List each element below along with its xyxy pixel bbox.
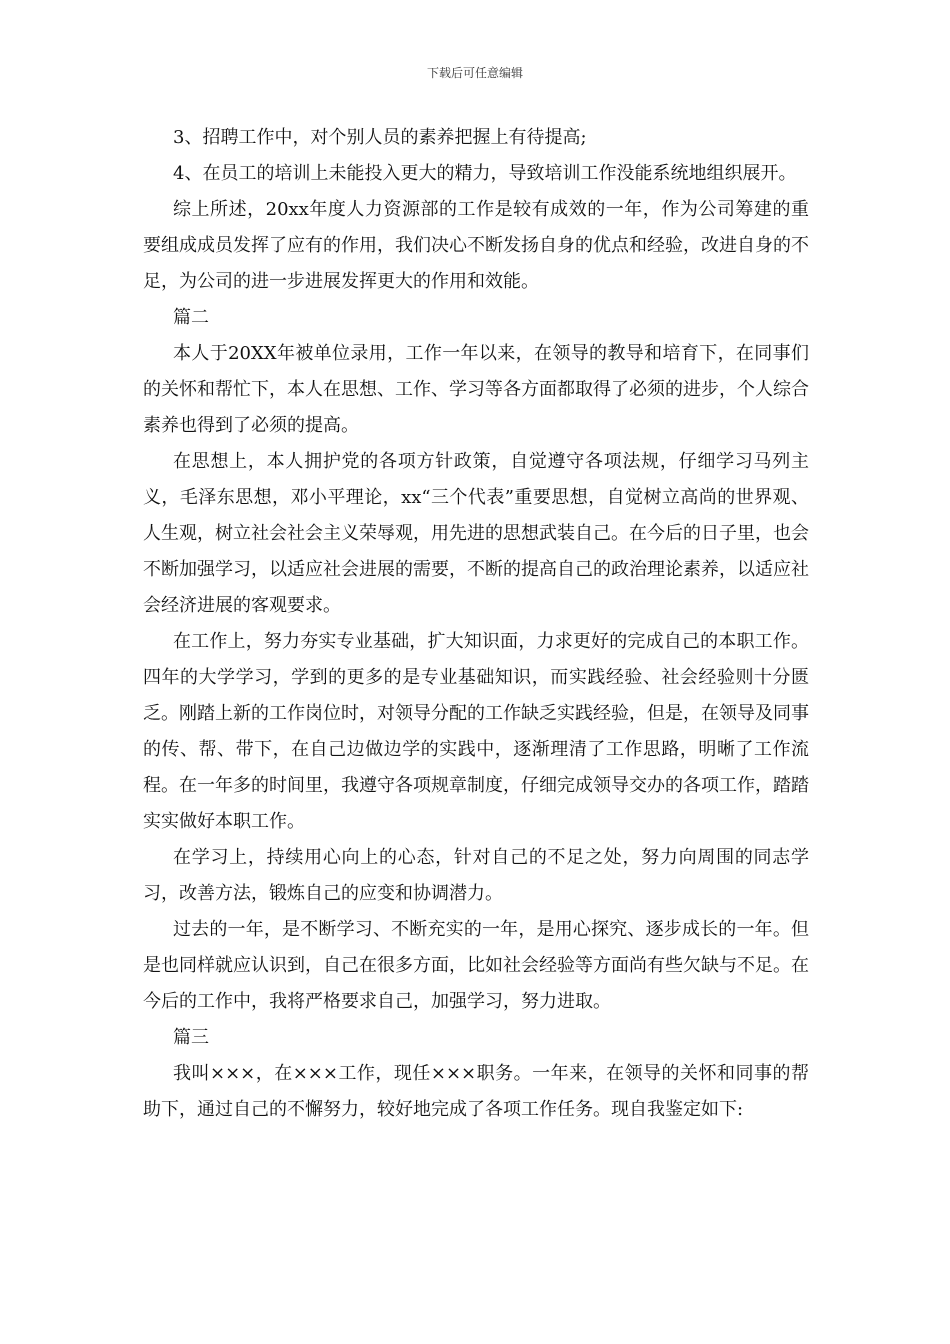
paragraph: 我叫×××，在×××工作，现任×××职务。一年来，在领导的关怀和同事的帮助下，通过自己的不懈努力，较好地完成了各项工作任务。现自我鉴定如下: xyxy=(143,1063,809,1120)
paragraph: 在学习上，持续用心向上的心态，针对自己的不足之处，努力向周围的同志学习，改善方法，锻炼自己的应变和协调潜力。 xyxy=(143,847,809,904)
paragraph: 在工作上，努力夯实专业基础，扩大知识面，力求更好的完成自己的本职工作。四年的大学学习，学到的更多的是专业基础知识，而实践经验、社会经验则十分匮乏。刚踏上新的工作岗位时，对领导分配的工作缺乏实践经验，但是，在领导及同事的传、帮、带下，在自己边做边学的实践中，逐渐理清了工作思路，明晰了工作流程。在一年多的时间里，我遵守各项规章制度，仔细完成领导交办的各项工作，踏踏实实做好本职工作。 xyxy=(143,631,809,832)
document-body xyxy=(143,120,809,1128)
paragraph: 过去的一年，是不断学习、不断充实的一年，是用心探究、逐步成长的一年。但是也同样就应认识到，自己在很多方面，比如社会经验等方面尚有些欠缺与不足。在今后的工作中，我将严格要求自己，加强学习，努力进取。 xyxy=(143,919,809,1012)
paragraph: 本人于20XX年被单位录用，工作一年以来，在领导的教导和培育下，在同事们的关怀和帮忙下，本人在思想、工作、学习等各方面都取得了必须的进步，个人综合素养也得到了必须的提高。 xyxy=(143,343,809,436)
page-header-note: 下载后可任意编辑 xyxy=(426,66,523,80)
paragraph: 综上所述，20xx年度人力资源部的工作是较有成效的一年，作为公司筹建的重要组成成员发挥了应有的作用，我们决心不断发扬自身的优点和经验，改进自身的不足，为公司的进一步进展发挥更大的作用和效能。 xyxy=(143,199,809,292)
paragraph: 3、招聘工作中，对个别人员的素养把握上有待提高; xyxy=(173,127,587,148)
section-heading: 篇二 xyxy=(173,307,209,328)
section-heading: 篇三 xyxy=(173,1027,209,1048)
paragraph: 在思想上，本人拥护党的各项方针政策，自觉遵守各项法规，仔细学习马列主义，毛泽东思想，邓小平理论，xx“三个代表”重要思想，自觉树立高尚的世界观、人生观，树立社会社会主义荣辱观，用先进的思想武装自己。在今后的日子里，也会不断加强学习，以适应社会进展的需要，不断的提高自己的政治理论素养，以适应社会经济进展的客观要求。 xyxy=(143,451,809,616)
paragraph: 4、在员工的培训上未能投入更大的精力，导致培训工作没能系统地组织展开。 xyxy=(173,163,797,184)
